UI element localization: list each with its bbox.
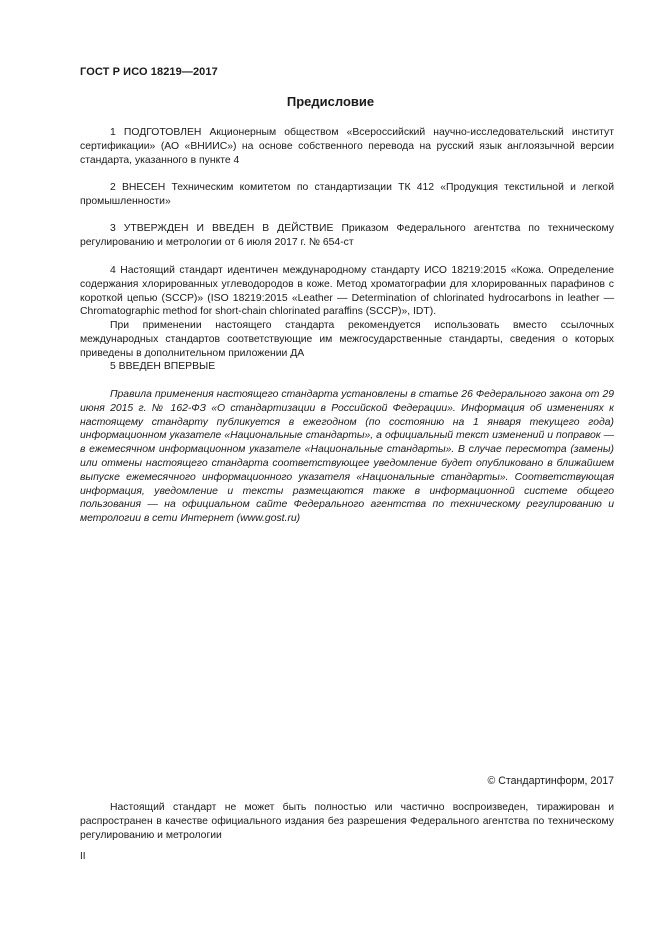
reproduction-notice-text: Настоящий стандарт не может быть полностью или частично воспроизведен, тиражирован и распространен в качестве официального издания без разрешения Федерального агентства по техническому регулированию и метрологии — [80, 802, 614, 841]
standard-code: ГОСТ Р ИСО 18219—2017 — [80, 66, 218, 78]
item-2 — [80, 181, 614, 209]
reproduction-notice — [80, 801, 614, 842]
item-5-text: 5 ВВЕДЕН ВПЕРВЫЕ — [110, 361, 216, 372]
item-4 — [80, 264, 614, 361]
page-title: Предисловие — [286, 94, 375, 109]
item-1 — [80, 126, 614, 167]
item-3 — [80, 222, 614, 250]
copyright: © Стандартинформ, 2017 — [487, 775, 614, 787]
rules-notice-text: Правила применения настоящего стандарта установлены в статье 26 Федерального закона от 29 июня 2015 г. № 162-ФЗ «О стандартизации в Российской Федерации». Информация об изменениях к настоящему стандарту публикуется в ежегодном (по состоянию на 1 января текущего года) информационном указателе «Национальные стандарты», а официальный текст изменений и поправок — в ежемесячном информационном указателе «Национальные стандарты». В случае пересмотра (замены) или отмены настоящего стандарта соответствующее уведомление будет опубликовано в ближайшем выпуске ежемесячного информационного указателя «Национальные стандарты». Соответствующая информация, уведомление и тексты размещаются также в информационной системе общего пользования — на официальном сайте Федерального агентства по техническому регулированию и метрологии в сети Интернет (www.gost.ru) — [80, 389, 614, 525]
item-1-text: 1 ПОДГОТОВЛЕН Акционерным обществом «Всероссийский научно-исследовательский институт сертификации» (АО «ВНИИС») на основе собственного перевода на русский язык англоязычной версии стандарта, указанного в пункте 4 — [80, 127, 614, 166]
item-2-text: 2 ВНЕСЕН Техническим комитетом по стандартизации ТК 412 «Продукция текстильной и легкой промышленности» — [80, 182, 614, 207]
item-3-text: 3 УТВЕРЖДЕН И ВВЕДЕН В ДЕЙСТВИЕ Приказом Федерального агентства по техническому регулированию и метрологии от 6 июля 2017 г. № 654-ст — [80, 223, 614, 248]
item-5 — [80, 360, 614, 374]
item-4-text: 4 Настоящий стандарт идентичен международному стандарту ИСО 18219:2015 «Кожа. Определение содержания хлорированных углеводородов в коже. Метод хроматографии для хлорированных парафинов с короткой цепью (SCCP)» (ISO 18219:2015 «Leather — Determination of chlorinated hydrocarbons in leather — Chromatographic method for short-chain chlorinated paraffins (SCCP)», IDT). — [80, 265, 614, 318]
page-number: II — [80, 851, 86, 862]
item-4-note: При применении настоящего стандарта рекомендуется использовать вместо ссылочных международных стандартов соответствующие им межгосударственные стандарты, сведения о которых приведены в дополнительном приложении ДА — [80, 320, 614, 359]
rules-notice — [80, 388, 614, 526]
